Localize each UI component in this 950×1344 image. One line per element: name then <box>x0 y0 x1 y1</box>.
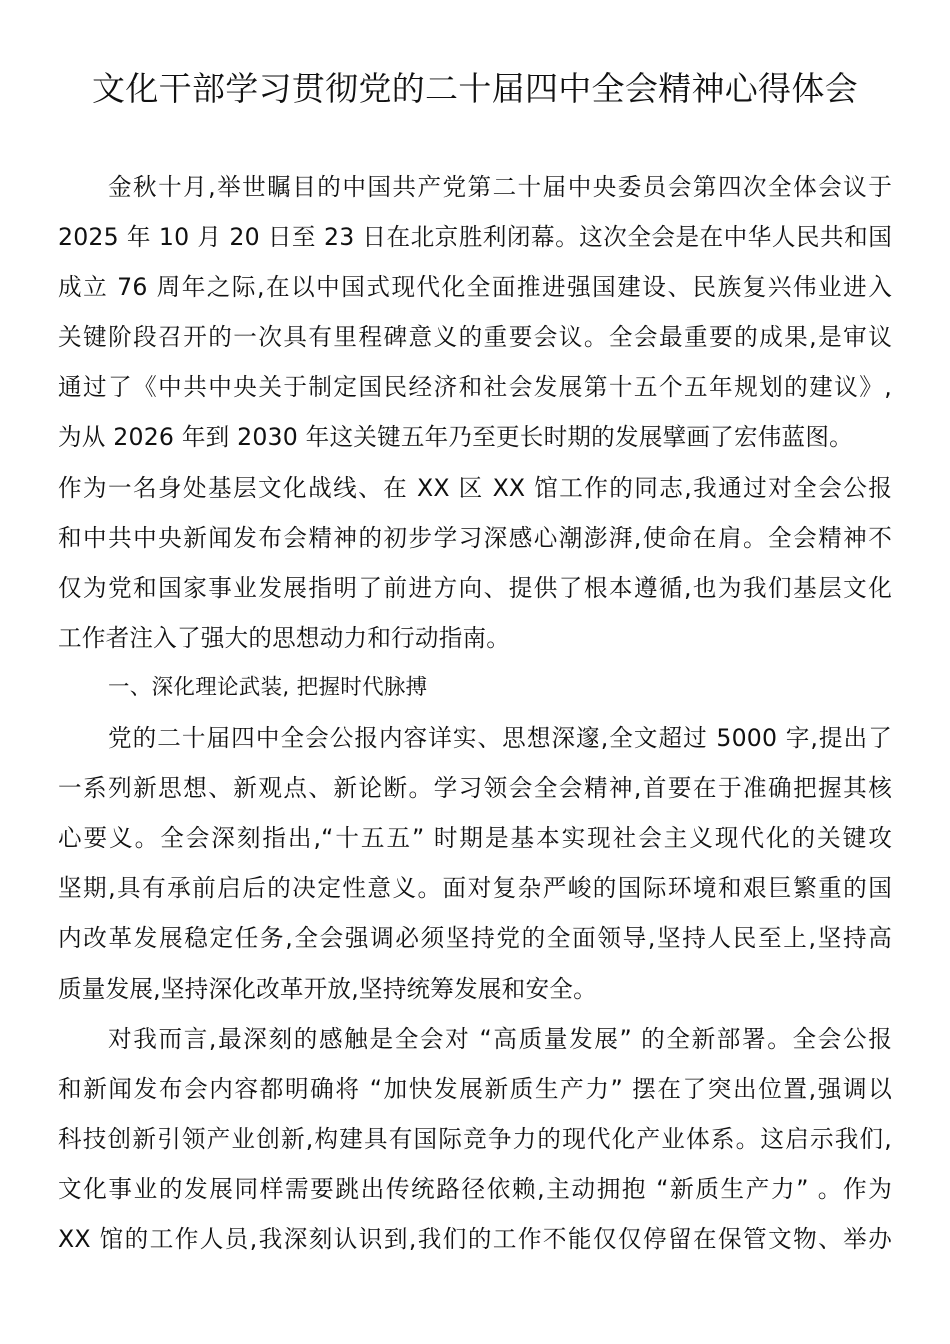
text-line: 为从 2026 年到 2030 年这关键五年乃至更长时期的发展擘画了宏伟蓝图。 <box>58 423 853 452</box>
text-line: 关键阶段召开的一次具有里程碑意义的重要会议。全会最重要的成果,是审议 <box>58 323 892 352</box>
paragraph-high-quality-development <box>58 1014 892 1264</box>
text-line: 和新闻发布会内容都明确将 “加快发展新质生产力” 摆在了突出位置,强调以 <box>58 1074 892 1103</box>
paragraph-theory <box>58 713 892 1014</box>
text-line: 一系列新思想、新观点、新论断。学习领会全会精神,首要在于准确把握其核 <box>58 774 892 803</box>
text-line: 文化事业的发展同样需要跳出传统路径依赖,主动拥抱 “新质生产力” 。作为 <box>58 1174 892 1203</box>
text-line: 党的二十届四中全会公报内容详实、思想深邃,全文超过 5000 字,提出了 <box>108 724 892 753</box>
text-line: 坚期,具有承前启后的决定性意义。面对复杂严峻的国际环境和艰巨繁重的国 <box>58 874 892 903</box>
section-heading: 一、深化理论武装, 把握时代脉搏 <box>108 674 428 700</box>
text-line: 作为一名身处基层文化战线、在 XX 区 XX 馆工作的同志,我通过对全会公报 <box>58 473 892 502</box>
text-line: 和中共中央新闻发布会精神的初步学习深感心潮澎湃,使命在肩。全会精神不 <box>58 523 892 552</box>
text-line: 质量发展,坚持深化改革开放,坚持统筹发展和安全。 <box>58 974 597 1003</box>
text-line: 仅为党和国家事业发展指明了前进方向、提供了根本遵循,也为我们基层文化 <box>58 573 892 602</box>
text-line: 金秋十月,举世瞩目的中国共产党第二十届中央委员会第四次全体会议于 <box>108 173 892 201</box>
paragraph-intro <box>58 162 892 663</box>
text-line: 通过了《中共中央关于制定国民经济和社会发展第十五个五年规划的建议》, <box>58 373 892 402</box>
text-line: 心要义。全会深刻指出,“十五五” 时期是基本实现社会主义现代化的关键攻 <box>58 824 892 853</box>
text-line: 工作者注入了强大的思想动力和行动指南。 <box>58 623 511 652</box>
document-title: 文化干部学习贯彻党的二十届四中全会精神心得体会 <box>92 69 858 108</box>
text-line: 成立 76 周年之际,在以中国式现代化全面推进强国建设、民族复兴伟业进入 <box>58 273 892 302</box>
document-body <box>58 162 892 1264</box>
text-line: 内改革发展稳定任务,全会强调必须坚持党的全面领导,坚持人民至上,坚持高 <box>58 924 892 953</box>
text-line: 2025 年 10 月 20 日至 23 日在北京胜利闭幕。这次全会是在中华人民共和国 <box>58 223 892 252</box>
text-line: 对我而言,最深刻的感触是全会对 “高质量发展” 的全新部署。全会公报 <box>108 1024 892 1053</box>
text-line: XX 馆的工作人员,我深刻认识到,我们的工作不能仅仅停留在保管文物、举办 <box>58 1224 892 1253</box>
text-line: 科技创新引领产业创新,构建具有国际竞争力的现代化产业体系。这启示我们, <box>58 1124 892 1153</box>
